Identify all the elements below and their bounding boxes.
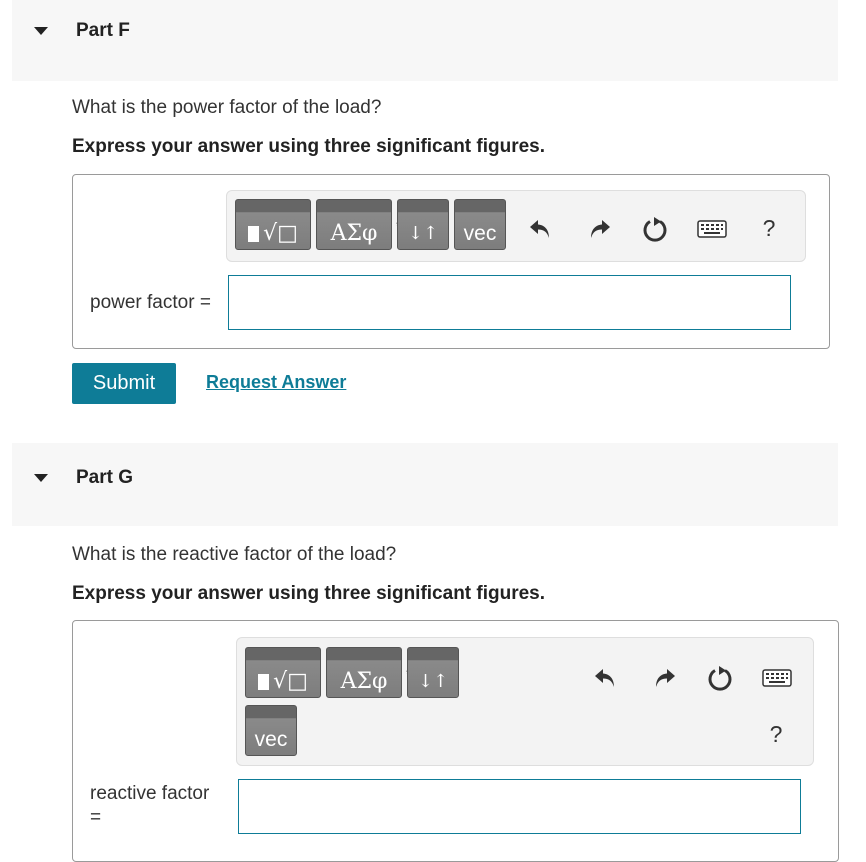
reactive-factor-input[interactable] (238, 779, 801, 834)
power-factor-label: power factor = (90, 292, 211, 313)
greek-symbols-button[interactable]: ΑΣφ (326, 647, 402, 698)
help-icon[interactable]: ? (762, 215, 776, 241)
part-f-header[interactable] (12, 0, 838, 81)
redo-icon[interactable] (583, 213, 615, 245)
arrows-button[interactable]: ↓↑ (407, 647, 459, 698)
math-toolbar (226, 190, 806, 262)
square-icon (258, 674, 269, 690)
request-answer-link[interactable]: Request Answer (206, 372, 347, 392)
part-g-header[interactable] (12, 443, 838, 526)
part-g-instruction: Express your answer using three significant figures. (72, 583, 546, 604)
square-icon (248, 226, 259, 242)
templates-button[interactable]: √□ (245, 647, 321, 698)
undo-icon[interactable] (525, 213, 557, 245)
keyboard-icon[interactable] (758, 662, 796, 694)
arrows-button[interactable]: ↓↑ (397, 199, 449, 250)
keyboard-icon[interactable] (693, 213, 731, 245)
part-g-title: Part G (76, 467, 134, 488)
reset-icon[interactable] (704, 662, 736, 694)
vector-button[interactable]: vec (454, 199, 506, 250)
caret-down-icon[interactable] (34, 474, 48, 482)
part-f-question: What is the power factor of the load? (72, 97, 382, 118)
reset-icon[interactable] (639, 213, 671, 245)
part-f-title: Part F (76, 20, 130, 41)
greek-symbols-button[interactable]: ΑΣφ (316, 199, 392, 250)
redo-icon[interactable] (648, 662, 680, 694)
part-g-answer-box (72, 620, 839, 862)
power-factor-input[interactable] (228, 275, 791, 330)
submit-button[interactable]: Submit (72, 363, 176, 404)
caret-down-icon[interactable] (34, 27, 48, 35)
reactive-factor-label: reactive factor = (90, 783, 210, 828)
part-f-instruction: Express your answer using three significant figures. (72, 136, 546, 157)
templates-button[interactable]: √□ (235, 199, 311, 250)
part-f-answer-box (72, 174, 830, 349)
part-g-question: What is the reactive factor of the load? (72, 544, 397, 565)
help-icon[interactable]: ? (769, 721, 783, 747)
math-toolbar (236, 637, 814, 766)
undo-icon[interactable] (590, 662, 622, 694)
vector-button[interactable]: vec (245, 705, 297, 756)
